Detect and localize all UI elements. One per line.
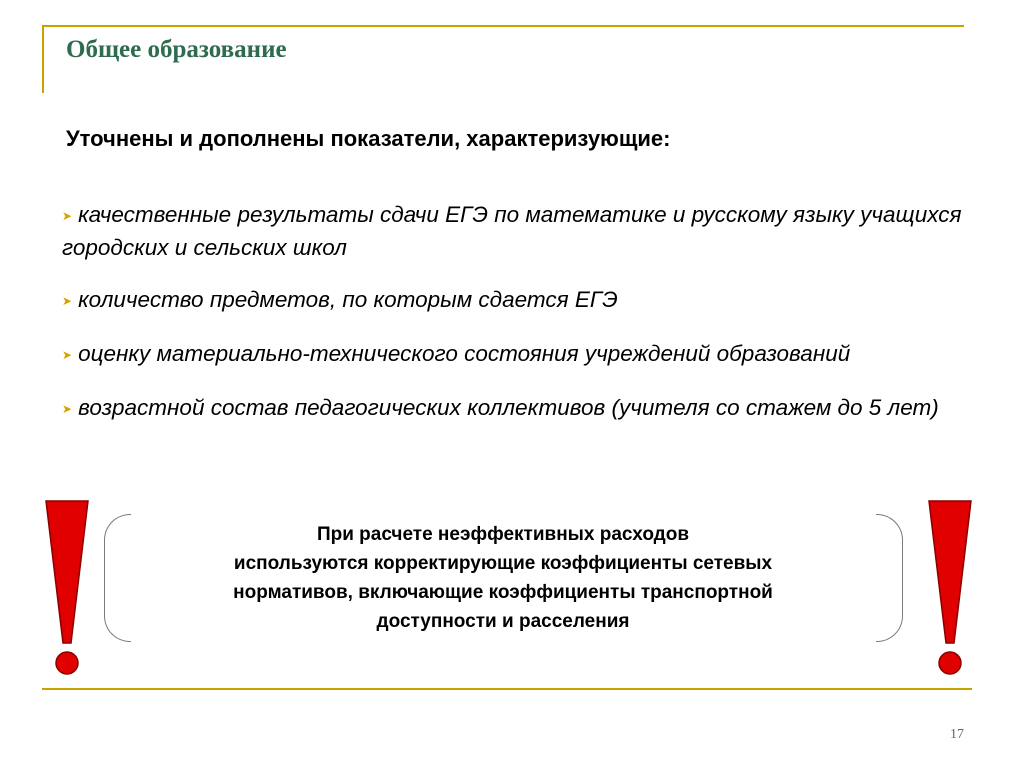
bullet-list [62,199,972,446]
bullet-text: оценку материально-технического состояния учреждений образований [78,341,851,366]
bullet-item [62,199,972,263]
slide-title: Общее образование [66,36,287,63]
note-line: используются корректирующие коэффициенты сетевых [233,553,773,574]
page-number: 17 [950,727,964,742]
bullet-item [62,392,972,425]
note-line: нормативов, включающие коэффициенты транспортной [233,582,773,603]
arrow-bullet-icon: ➤ [62,402,73,416]
subtitle: Уточнены и дополнены показатели, характеризующие: [66,126,671,151]
left-bracket [104,514,131,642]
frame-top-line [42,25,964,27]
note-line: При расчете неэффективных расходов [316,524,690,545]
bullet-text: качественные результаты сдачи ЕГЭ по математике и русскому языку учащихся городских и сельских школ [62,202,962,260]
right-bracket [876,514,903,642]
bullet-text: возрастной состав педагогических коллективов (учителя со стажем до 5 лет) [78,395,939,420]
exclamation-mark-icon [927,497,973,679]
exclamation-mark-icon [44,497,90,679]
arrow-bullet-icon: ➤ [62,294,73,308]
note-box [130,520,876,636]
frame-left-line [42,25,44,93]
arrow-bullet-icon: ➤ [62,209,73,223]
arrow-bullet-icon: ➤ [62,348,73,362]
bullet-text: количество предметов, по которым сдается ЕГЭ [78,287,618,312]
footer-divider [42,688,972,690]
note-line: доступности и расселения [376,611,630,632]
bullet-item [62,338,972,371]
bullet-item [62,284,972,317]
